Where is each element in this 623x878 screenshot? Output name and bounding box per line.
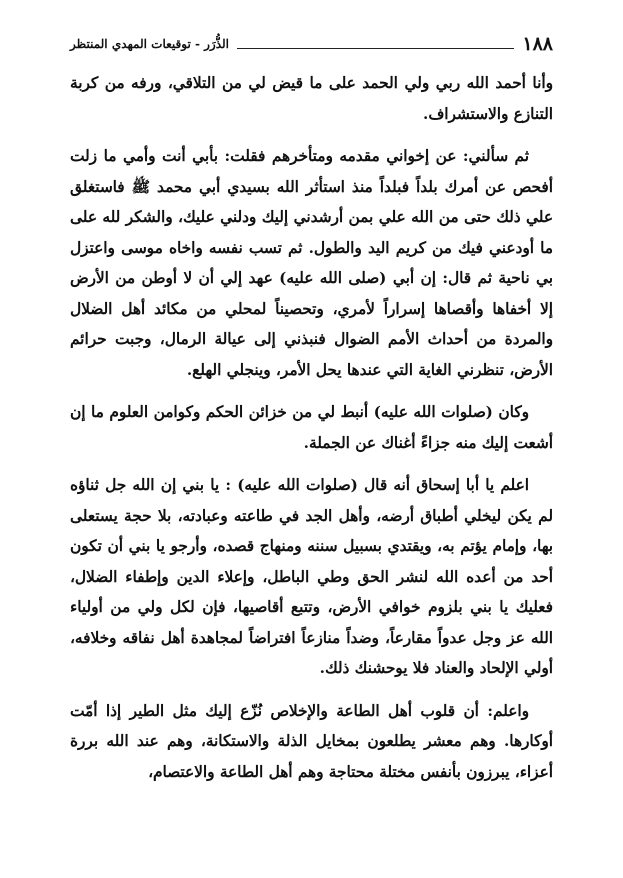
paragraph: وكان (صلوات الله عليه) أنبط لي من خزائن الحكم وكوامن العلوم ما إن أشعت إليك منه جزاءً أغناك عن الجملة. [70, 403, 553, 452]
header-divider [237, 48, 514, 49]
paragraph: ثم سألني: عن إخواني مقدمه ومتأخرهم فقلت: بأبي أنت وأمي ما زلت أفحص عن أمرك بلداً فبلداً منذ استأثر الله بسيدي أبي محمد ﷺ فاستغلق علي ذلك حتى من الله علي بمن أرشدني إليك ودلني عليك، والشكر لله على ما أودعني فيك من كريم اليد والطول. ثم تسب نفسه واخاه موسى واعتزل بي ناحية ثم قال: إن أبي (صلى الله عليه) عهد إلي أن لا أوطن من الأرض إلا أخفاها وأقصاها إسراراً لأمري، وتحصيناً لمحلي من مكائد أهل الضلال والمردة من أحداث الأمم الضوال فنبذني إلى عيالة الرمال، وجبت حرائم الأرض، تنظرني الغاية التي عندها يحل الأمر، وينجلي الهلع. [70, 147, 553, 379]
page-number: ١٨٨ [522, 33, 553, 55]
page-header [70, 30, 553, 58]
paragraph: وأنا أحمد الله ربي ولي الحمد على ما قيض لي من التلاقي، ورفه من كربة التنازع والاستشراف. [70, 74, 553, 123]
paragraph: اعلم يا أبا إسحاق أنه قال (صلوات الله عليه) : يا بني إن الله جل ثناؤه لم يكن ليخلي أطباق أرضه، وأهل الجد في طاعته وعبادته، بلا حجة يستعلى بها، وإمام يؤتم به، ويقتدي بسبيل سننه ومنهاج قصده، وأرجو يا بني أن تكون أحد من أعده الله لنشر الحق وطي الباطل، وإعلاء الدين وإطفاء الضلال، فعليك يا بني بلزوم خوافي الأرض، وتتبع أقاصيها، فإن لكل ولي من أولياء الله عز وجل عدواً مقارعاً، وضداً منازعاً افتراضاً لمجاهدة أهل نفاقه وخلافه، أولي الإلحاد والعناد فلا يوحشنك ذلك. [70, 476, 553, 677]
running-title: الذُّرَر - توقيعات المهدي المنتظر [70, 37, 229, 51]
document-page [70, 30, 553, 850]
body-text [70, 68, 553, 787]
paragraph: واعلم: أن قلوب أهل الطاعة والإخلاص نُزّع إليك مثل الطير إذا أمّت أوكارها. وهم معشر يطلعون بمخايل الذلة والاستكانة، وهم عند الله بررة أعزاء، يبرزون بأنفس مختلة محتاجة وهم أهل الطاعة والاعتصام، [70, 701, 553, 781]
